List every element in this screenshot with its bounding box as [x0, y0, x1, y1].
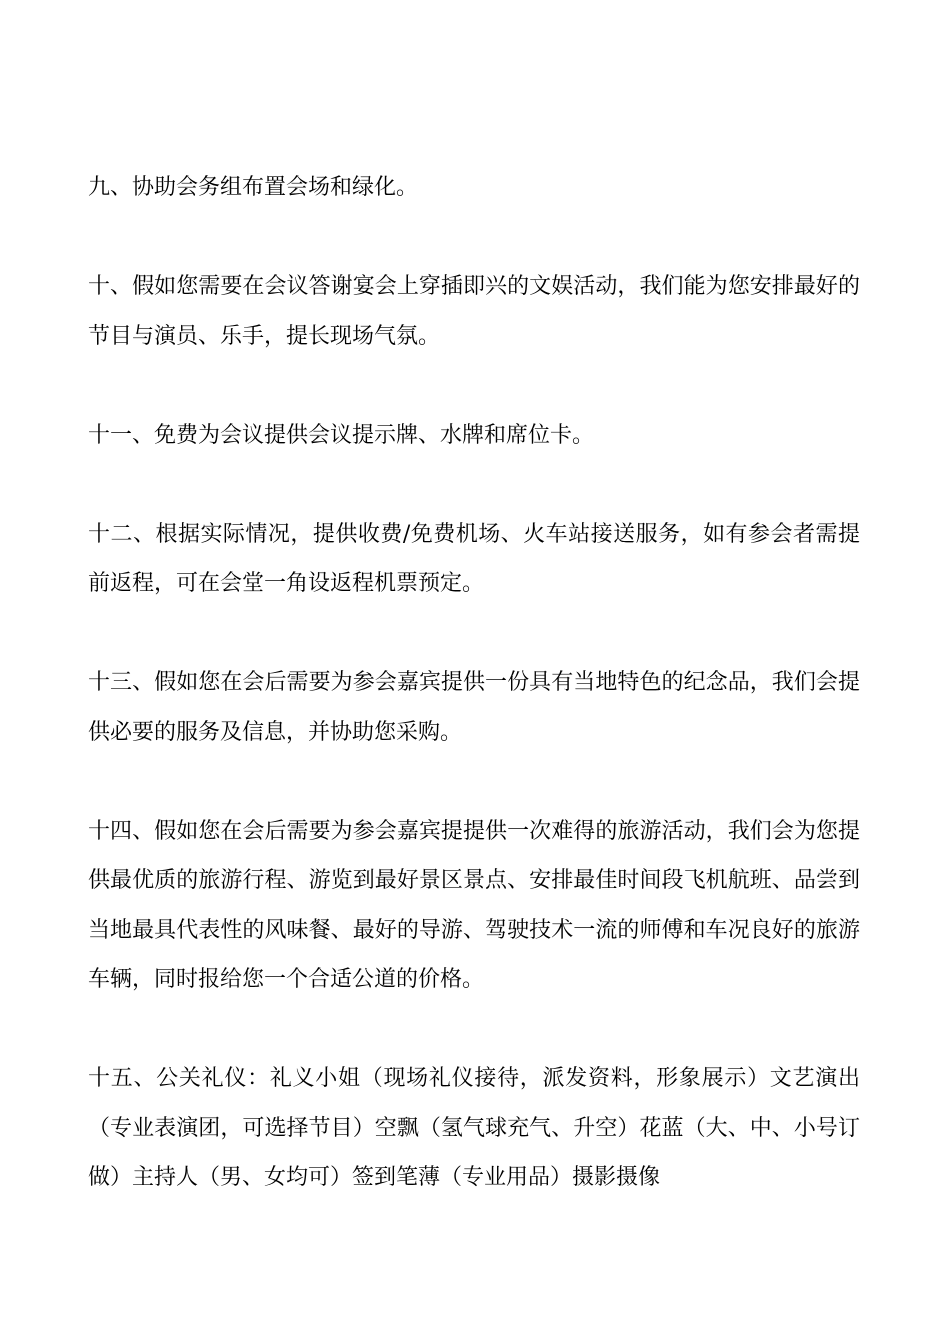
paragraph-item-14: 十四、假如您在会后需要为参会嘉宾提提供一次难得的旅游活动，我们会为您提供最优质的旅游行程、游览到最好景区景点、安排最佳时间段飞机航班、品尝到当地最具代表性的风味餐、最好的导游、驾驶技术一流的师傅和车况良好的旅游车辆，同时报给您一个合适公道的价格。 [88, 818, 860, 992]
paragraph-item-10: 十、假如您需要在会议答谢宴会上穿插即兴的文娱活动，我们能为您安排最好的节目与演员、乐手，提长现场气氛。 [88, 274, 860, 349]
document-body [88, 163, 860, 1252]
paragraph-item-15: 十五、公关礼仪：礼义小姐（现场礼仪接待，派发资料，形象展示）文艺演出（专业表演团，可选择节目）空飘（氢气球充气、升空）花蓝（大、中、小号订做）主持人（男、女均可）签到笔薄（专业用品）摄影摄像 [88, 1066, 860, 1190]
paragraph-item-13: 十三、假如您在会后需要为参会嘉宾提供一份具有当地特色的纪念品，我们会提供必要的服务及信息，并协助您采购。 [88, 670, 860, 745]
paragraph-item-9: 九、协助会务组布置会场和绿化。 [88, 175, 419, 200]
paragraph-item-11: 十一、免费为会议提供会议提示牌、水牌和席位卡。 [88, 422, 595, 448]
paragraph-item-12: 十二、根据实际情况，提供收费/免费机场、火车站接送服务，如有参会者需提前返程，可在会堂一角设返程机票预定。 [88, 521, 860, 596]
